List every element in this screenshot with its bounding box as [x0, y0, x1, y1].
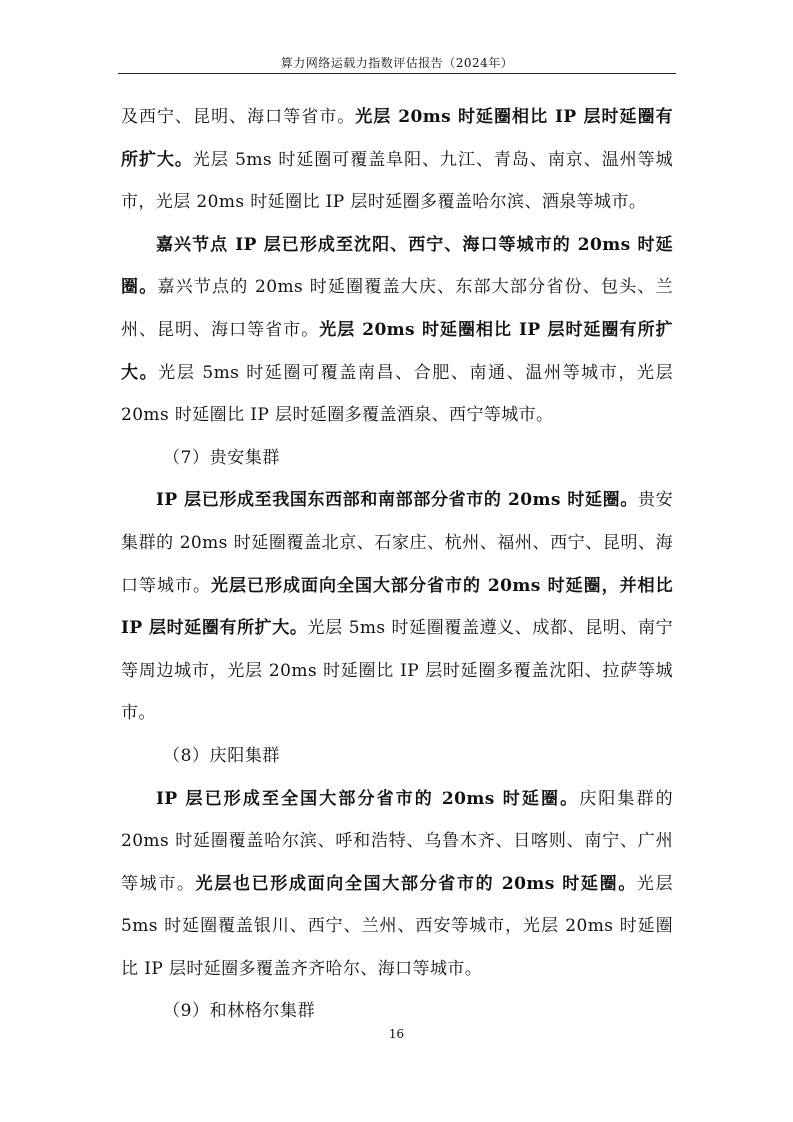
- header-divider: [118, 73, 676, 74]
- paragraph-text: 光层 5ms 时延圈覆盖遵义、成都、昆明、南宁等周边城市，光层 20ms 时延圈比 IP 层时延圈多覆盖沈阳、拉萨等城市。: [121, 618, 673, 724]
- paragraph-text: 光层 5ms 时延圈可覆盖阜阳、九江、青岛、南京、温州等城市，光层 20ms 时延圈比 IP 层时延圈多覆盖哈尔滨、酒泉等城市。: [121, 149, 673, 213]
- paragraph-bold-text: 光层已形成面向全国大部分省市的 20ms 时延圈，并相比 IP 层时延圈有所扩大。: [121, 575, 673, 639]
- paragraph-text: 光层 5ms 时延圈可覆盖南昌、合肥、南通、温州等城市，光层 20ms 时延圈比 IP 层时延圈多覆盖酒泉、西宁等城市。: [121, 362, 673, 426]
- paragraph-bold-text: 光层也已形成面向全国大部分省市的 20ms 时延圈。: [195, 873, 637, 894]
- page-number: 16: [388, 1027, 405, 1041]
- paragraph-jiaxing: [121, 224, 673, 437]
- paragraph-text: 光层 5ms 时延圈覆盖银川、西宁、兰州、西安等城市，光层 20ms 时延圈比 IP 层时延圈多覆盖齐齐哈尔、海口等城市。: [121, 873, 673, 979]
- paragraph-text: 及西宁、昆明、海口等省市。: [121, 107, 356, 127]
- paragraph-text: 贵安集群的 20ms 时延圈覆盖北京、石家庄、杭州、福州、西宁、昆明、海口等城市。: [121, 490, 673, 596]
- body-content: [121, 96, 673, 1033]
- paragraph-bold-text: 嘉兴节点 IP 层已形成至沈阳、西宁、海口等城市的 20ms 时延圈。: [121, 234, 673, 298]
- running-header: 算力网络运载力指数评估报告（2024年）: [280, 56, 514, 70]
- paragraph-bold-text: 光层 20ms 时延圈相比 IP 层时延圈有所扩大。: [121, 319, 673, 383]
- paragraph-continuation: [121, 96, 673, 224]
- paragraph-qingyang: [121, 778, 673, 991]
- paragraph-bold-text: IP 层已形成至我国东西部和南部部分省市的 20ms 时延圈。: [156, 490, 638, 511]
- paragraph-bold-text: 光层 20ms 时延圈相比 IP 层时延圈有所扩大。: [121, 107, 673, 170]
- section-heading-helingeer: （9）和林格尔集群: [163, 1001, 316, 1022]
- paragraph-text: 嘉兴节点的 20ms 时延圈覆盖大庆、东部大部分省份、包头、兰州、昆明、海口等省市。: [121, 277, 673, 340]
- paragraph-bold-text: IP 层已形成至全国大部分省市的 20ms 时延圈。: [156, 788, 580, 809]
- section-heading-guian: （7）贵安集群: [163, 447, 281, 468]
- section-heading-qingyang: （8）庆阳集群: [163, 745, 281, 766]
- paragraph-text: 庆阳集群的 20ms 时延圈覆盖哈尔滨、呼和浩特、乌鲁木齐、日喀则、南宁、广州等城市。: [121, 788, 674, 894]
- paragraph-guian: [121, 479, 673, 735]
